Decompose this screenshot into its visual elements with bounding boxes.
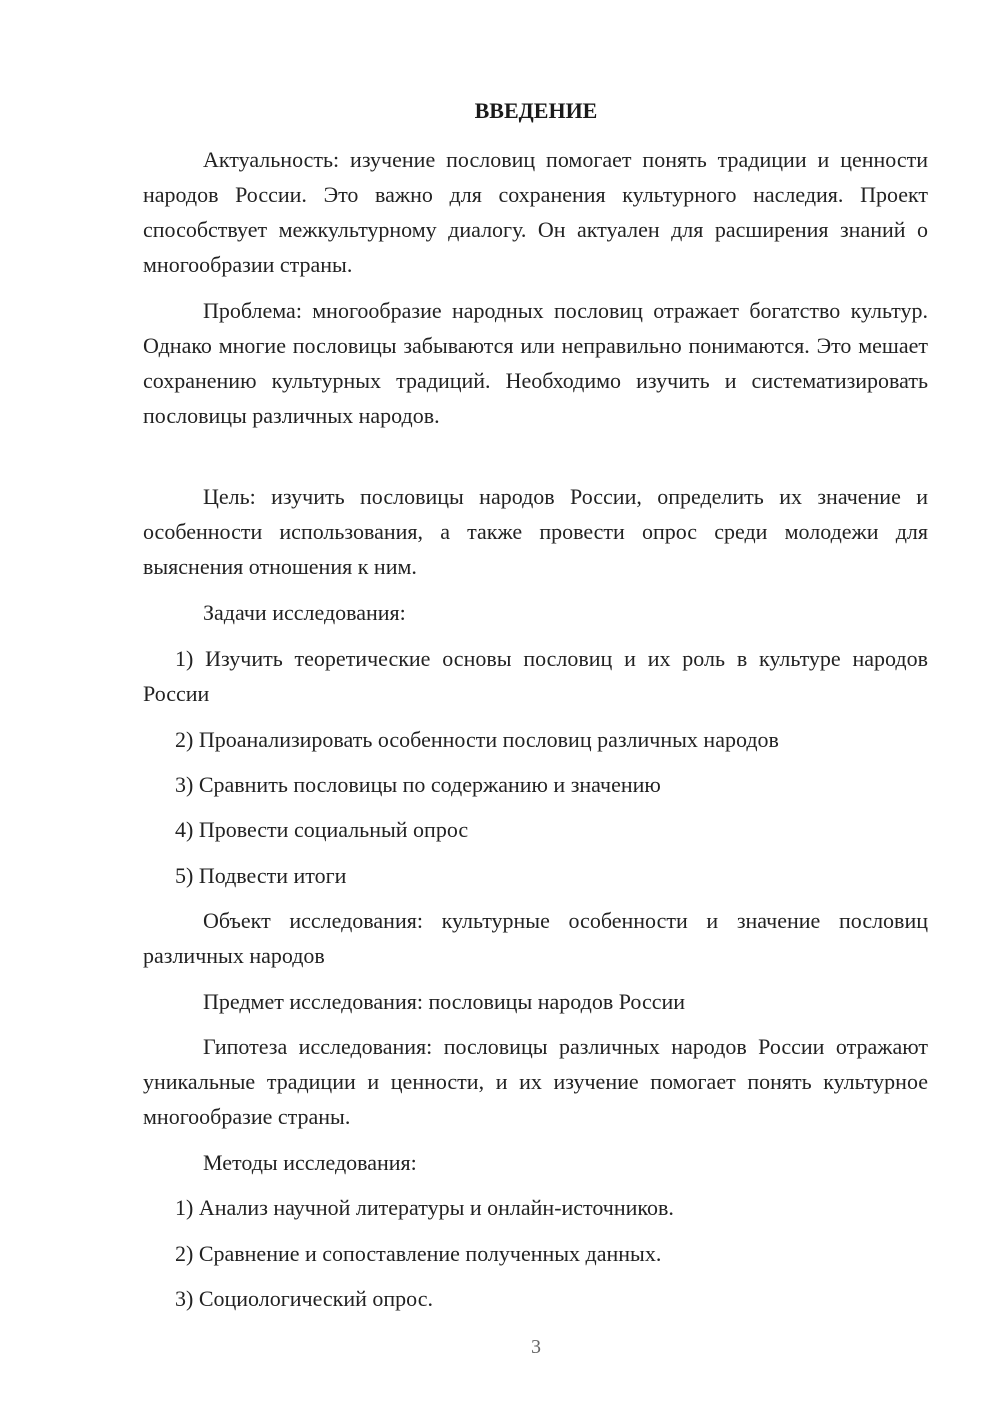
hypothesis-paragraph: Гипотеза исследования: пословицы различных народов России отражают уникальные традиции и ценности, и их изучение помогает понять культурное многообразие страны.	[143, 1034, 928, 1129]
method-item-3: 3) Социологический опрос.	[175, 1286, 433, 1311]
goal-paragraph: Цель: изучить пословицы народов России, определить их значение и особенности использования, а также провести опрос среди молодежи для выяснения отношения к ним.	[143, 484, 928, 579]
tasks-heading: Задачи исследования:	[203, 600, 406, 625]
task-item-5: 5) Подвести итоги	[175, 863, 347, 888]
task-item-3: 3) Сравнить пословицы по содержанию и значению	[175, 772, 661, 797]
object-paragraph: Объект исследования: культурные особенности и значение пословиц различных народов	[143, 908, 928, 968]
page-title: ВВЕДЕНИЕ	[474, 98, 598, 123]
relevance-paragraph: Актуальность: изучение пословиц помогает понять традиции и ценности народов России. Это важно для сохранения культурного наследия. Проект способствует межкультурному диалогу. Он актуален для расширения знаний о многообразии страны.	[143, 147, 928, 277]
method-item-1: 1) Анализ научной литературы и онлайн-источников.	[175, 1195, 674, 1220]
method-item-2: 2) Сравнение и сопоставление полученных данных.	[175, 1241, 662, 1266]
task-item-1: 1) Изучить теоретические основы пословиц и их роль в культуре народов России	[143, 646, 928, 706]
subject-paragraph: Предмет исследования: пословицы народов России	[203, 989, 686, 1014]
methods-heading: Методы исследования:	[203, 1150, 417, 1175]
task-item-4: 4) Провести социальный опрос	[175, 817, 469, 842]
page-number: 3	[531, 1336, 541, 1358]
problem-paragraph: Проблема: многообразие народных пословиц отражает богатство культур. Однако многие пословицы забываются или неправильно понимаются. Это мешает сохранению культурных традиций. Необходимо изучить и систематизировать пословицы различных народов.	[143, 298, 928, 428]
task-item-2: 2) Проанализировать особенности пословиц различных народов	[175, 727, 779, 752]
